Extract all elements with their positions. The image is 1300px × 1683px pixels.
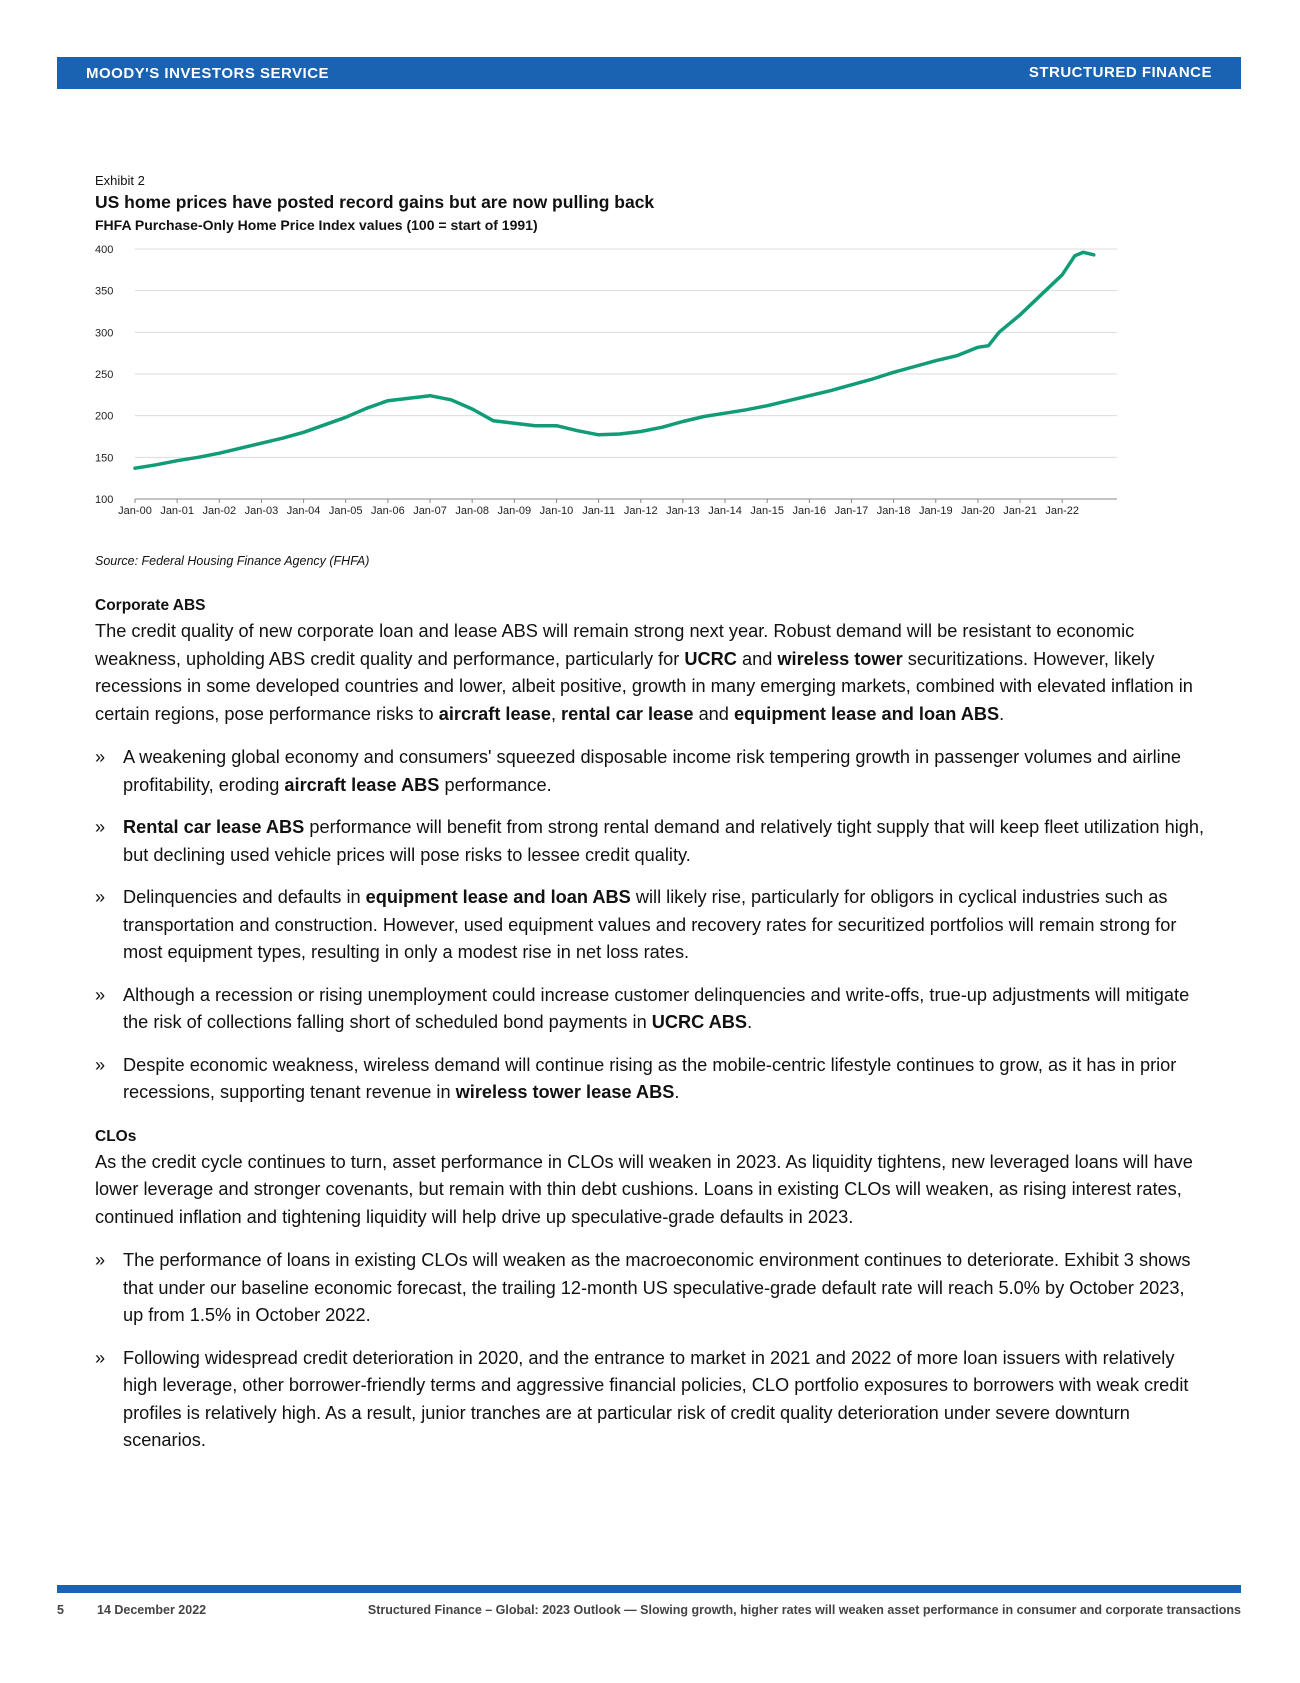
text-run: Although a recession or rising unemployment could increase customer delinquencies and write-offs, true-up adjustments will mitigate the risk of collections falling short of scheduled bond payments in [123, 984, 1190, 1032]
x-tick-label: Jan-01 [160, 505, 194, 517]
x-tick-label: Jan-20 [961, 505, 995, 517]
bold-term: UCRC ABS [651, 1012, 748, 1032]
x-tick-label: Jan-10 [539, 505, 574, 517]
bold-term: equipment lease and loan ABS [365, 887, 631, 907]
text-run: Following widespread credit deterioration in 2020, and the entrance to market in 2021 and 2022 of more loan issuers with relatively high leverage, other borrower-friendly terms and aggressive financial policies, CLO portfolio exposures to borrowers with weak credit profiles is relatively high. As a result, junior tranches are at particular risk of credit quality deterioration under severe downturn scenarios. [123, 1347, 1189, 1450]
y-tick-label: 400 [95, 245, 114, 256]
article-body [95, 594, 1205, 1470]
bullet-glyph: » [95, 817, 106, 837]
x-tick-label: Jan-09 [497, 505, 532, 517]
x-tick-label: Jan-11 [582, 505, 616, 517]
header-bar [57, 57, 1241, 89]
series-line [135, 252, 1094, 468]
bold-term: aircraft lease [438, 703, 551, 724]
x-tick-label: Jan-19 [918, 505, 953, 517]
bullet-glyph: » [95, 1054, 106, 1075]
list-item [95, 982, 1205, 1037]
x-tick-label: Jan-17 [834, 505, 869, 517]
text-run: A weakening global economy and consumers' squeezed disposable income risk tempering growth in passenger volumes and airline profitability, eroding [123, 747, 1181, 795]
publication-date: 14 December 2022 [97, 1603, 207, 1617]
section-heading-clos: CLOs [95, 1127, 137, 1145]
y-tick-label: 250 [95, 369, 114, 381]
x-tick-label: Jan-06 [371, 505, 405, 517]
bullet-glyph: » [95, 1347, 106, 1368]
bold-term: aircraft lease ABS [284, 774, 440, 795]
text-run: . [747, 1012, 753, 1032]
x-tick-label: Jan-21 [1003, 505, 1037, 517]
bold-term: wireless tower [777, 648, 903, 669]
x-tick-label: Jan-12 [623, 505, 658, 517]
corporate-abs-bullets [95, 744, 1205, 1107]
bullet-glyph: » [95, 1250, 106, 1270]
text-run: performance will benefit from strong rental demand and relatively tight supply that will keep fleet utilization high, but declining used vehicle prices will pose risks to lessee credit quality. [123, 817, 1205, 865]
bold-term: wireless tower lease ABS [455, 1082, 675, 1102]
list-item [95, 744, 1205, 799]
list-item [95, 1247, 1205, 1330]
list-item [95, 1052, 1205, 1107]
section-label: STRUCTURED FINANCE [1028, 64, 1212, 81]
bullet-glyph: » [95, 747, 106, 767]
bold-term: Rental car lease ABS [123, 817, 305, 837]
y-tick-label: 350 [95, 285, 114, 298]
bullet-glyph: » [95, 984, 106, 1005]
x-tick-label: Jan-05 [328, 505, 363, 517]
home-price-chart [95, 245, 1215, 520]
x-tick-label: Jan-00 [118, 505, 152, 517]
bold-term: UCRC [684, 648, 737, 669]
x-tick-label: Jan-03 [244, 505, 279, 517]
clos-bullets [95, 1247, 1205, 1455]
x-tick-label: Jan-18 [876, 505, 911, 517]
list-item [95, 1345, 1205, 1455]
y-tick-label: 150 [95, 452, 114, 465]
x-tick-label: Jan-16 [792, 505, 827, 517]
x-tick-label: Jan-07 [413, 505, 447, 517]
list-item [95, 884, 1205, 967]
clos-intro: As the credit cycle continues to turn, asset performance in CLOs will weaken in 2023. As liquidity tightens, new leveraged loans will have lower leverage and stronger covenants, but remain with thin debt cushions. Loans in existing CLOs will weaken, as rising interest rates, continued inflation and tightening liquidity will help drive up speculative-grade defaults in 2023. [95, 1151, 1193, 1227]
text-run: . [674, 1082, 680, 1102]
exhibit-source: Source: Federal Housing Finance Agency (FHFA) [95, 554, 370, 568]
footer-bar [57, 1585, 1241, 1593]
x-tick-label: Jan-08 [455, 505, 489, 517]
y-tick-label: 200 [95, 410, 114, 423]
x-tick-label: Jan-13 [666, 505, 700, 517]
exhibit-title: US home prices have posted record gains but are now pulling back [95, 192, 655, 212]
bold-term: rental car lease [561, 703, 694, 724]
x-tick-label: Jan-14 [708, 505, 742, 517]
text-run: performance. [439, 774, 552, 795]
x-tick-label: Jan-15 [750, 505, 785, 517]
publisher-name: MOODY'S INVESTORS SERVICE [86, 65, 330, 82]
exhibit-label: Exhibit 2 [95, 173, 145, 188]
text-run: Delinquencies and defaults in [123, 887, 366, 907]
list-item [95, 814, 1205, 869]
x-tick-label: Jan-04 [286, 505, 321, 517]
text-run: will likely rise, particularly for obligors in cyclical industries such as transportation and construction. However, used equipment values and recovery rates for securitized portfolios will remain strong for most equipment types, resulting in only a modest rise in net loss rates. [123, 887, 1177, 962]
text-run: The credit quality of new corporate loan and lease ABS will remain strong next year. Robust demand will be resistant to economic weakness, upholding ABS credit quality and performance, particularly for [95, 621, 1135, 669]
y-tick-label: 100 [95, 494, 114, 506]
page-number: 5 [57, 1603, 64, 1617]
x-tick-label: Jan-02 [202, 505, 237, 517]
text-run: securitizations. However, likely recessions in some developed countries and lower, albeit positive, growth in many emerging markets, combined with elevated inflation in certain regions, pose performance risks to [95, 648, 1193, 724]
corporate-abs-intro [95, 618, 1205, 728]
exhibit-subtitle: FHFA Purchase-Only Home Price Index values (100 = start of 1991) [95, 217, 538, 233]
text-run: The performance of loans in existing CLOs will weaken as the macroeconomic environment continues to deteriorate. Exhibit 3 shows that under our baseline economic forecast, the trailing 12-month US speculative-grade default rate will reach 5.0% by October 2023, up from 1.5% in October 2022. [123, 1250, 1191, 1325]
text-run: and [736, 648, 778, 669]
bold-term: equipment lease and loan ABS [733, 703, 1000, 724]
text-run: Despite economic weakness, wireless demand will continue rising as the mobile-centric lifestyle continues to grow, as it has in prior recessions, supporting tenant revenue in [123, 1054, 1177, 1102]
report-title: Structured Finance – Global: 2023 Outlook — Slowing growth, higher rates will weaken asset performance in consumer and corporate transactions [367, 1603, 1241, 1617]
y-tick-label: 300 [95, 327, 114, 340]
bullet-glyph: » [95, 887, 106, 907]
text-run: and [693, 703, 734, 724]
section-heading-corporate-abs: Corporate ABS [95, 597, 206, 614]
x-tick-label: Jan-22 [1045, 505, 1080, 517]
text-run: , [550, 703, 562, 724]
text-run: . [999, 703, 1005, 724]
